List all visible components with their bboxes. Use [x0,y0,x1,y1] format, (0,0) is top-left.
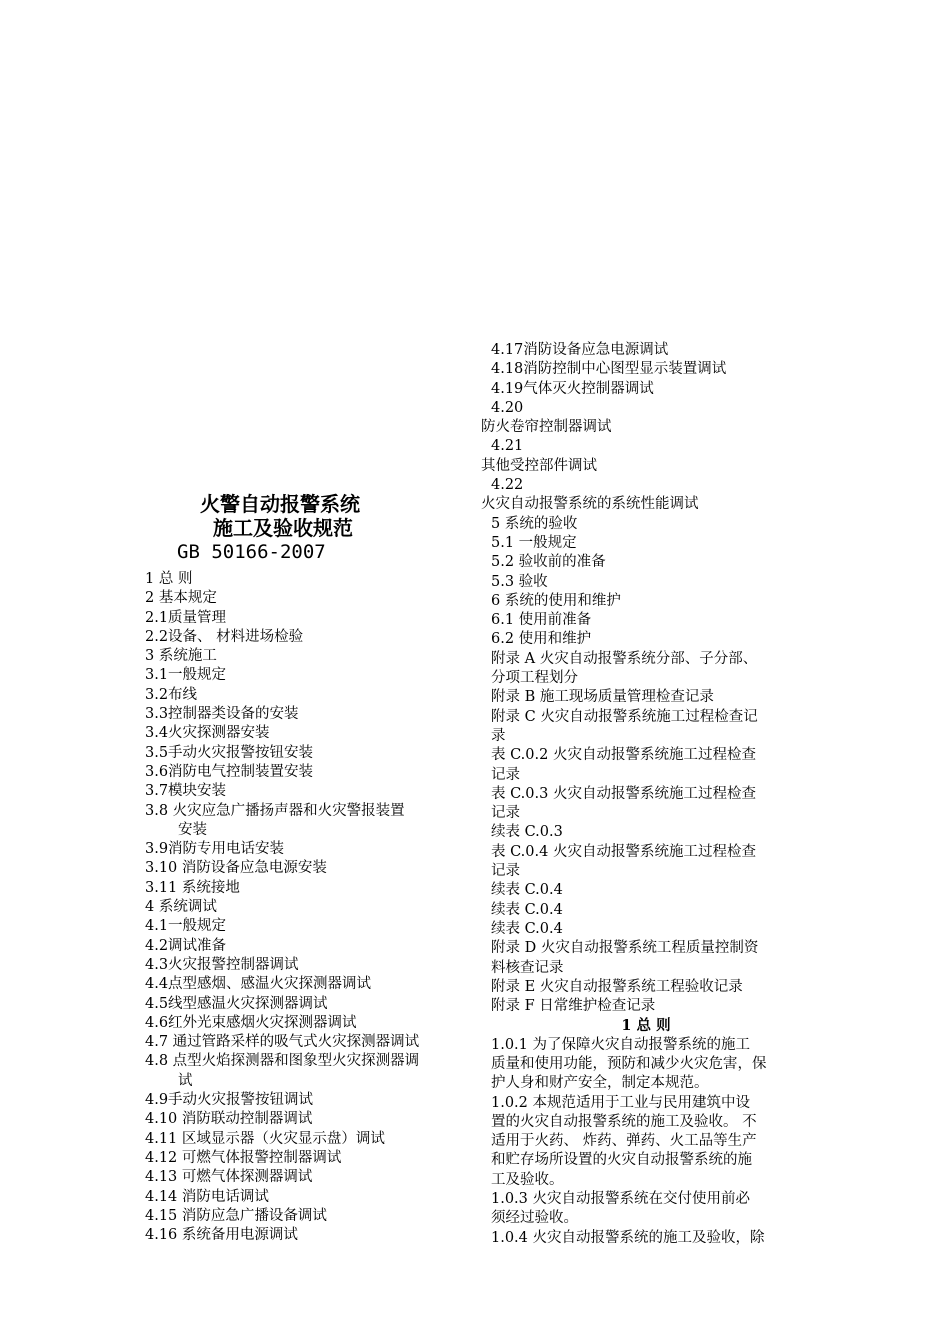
toc-entry: 4.6红外光束感烟火灾探测器调试 [145,1014,357,1031]
toc-entry: 4.15 消防应急广播设备调试 [145,1207,327,1224]
toc-entry: 4.20 [491,399,524,416]
chapter-heading: 1 总 则 [621,1017,671,1035]
toc-entry: 续表 C.0.4 [491,882,563,899]
toc-entry: 表 C.0.3 火灾自动报警系统施工过程检查 [491,785,756,802]
toc-entry: 3.10 消防设备应急电源安装 [145,860,327,877]
toc-entry: 4.4点型感烟、感温火灾探测器调试 [145,976,372,993]
body-text-line: 1.0.1 为了保障火灾自动报警系统的施工 [491,1036,751,1053]
toc-entry: 附录 B 施工现场质量管理检查记录 [491,689,714,706]
toc-entry: 3.11 系统接地 [145,879,240,896]
toc-entry: 4.19气体灭火控制器调试 [491,380,654,397]
toc-entry: 5.1 一般规定 [491,534,577,551]
toc-entry: 3.5手动火灾报警按钮安装 [145,744,314,761]
body-text-line: 1.0.3 火灾自动报警系统在交付使用前必 [491,1191,751,1208]
toc-entry: 其他受控部件调试 [481,457,597,474]
toc-entry: 附录 F 日常维护检查记录 [491,998,656,1015]
toc-entry: 续表 C.0.3 [491,824,563,841]
toc-entry: 3.1一般规定 [145,667,227,684]
toc-entry: 5.3 验收 [491,573,548,590]
toc-entry: 防火卷帘控制器调试 [481,419,612,436]
toc-entry: 火灾自动报警系统的系统性能调试 [481,496,699,513]
toc-entry: 3.3控制器类设备的安装 [145,706,299,723]
toc-entry: 4.12 可燃气体报警控制器调试 [145,1149,342,1166]
toc-entry: 2 基本规定 [145,590,217,607]
toc-entry: 4.8 点型火焰探测器和图象型火灾探测器调 [145,1053,420,1070]
toc-entry: 附录 A 火灾自动报警系统分部、子分部、 [491,650,758,667]
toc-entry: 4.1一般规定 [145,918,227,935]
toc-entry: 2.2设备、 材料进场检验 [145,628,304,645]
toc-entry: 4.3火灾报警控制器调试 [145,956,299,973]
toc-entry: 6.1 使用前准备 [491,612,592,629]
toc-entry: 4.22 [491,477,524,494]
toc-entry: 4 系统调试 [145,899,217,916]
toc-entry: 4.10 消防联动控制器调试 [145,1111,313,1128]
body-text-line: 置的火灾自动报警系统的施工及验收。 不 [491,1113,757,1130]
toc-entry: 4.18消防控制中心图型显示装置调试 [491,361,727,378]
title-line-2: 施工及验收规范 [213,516,353,540]
toc-entry: 4.17消防设备应急电源调试 [491,342,669,358]
document-title [145,492,475,564]
toc-left-column [145,570,475,1245]
toc-entry: 5.2 验收前的准备 [491,554,606,571]
body-text-line: 护人身和财产安全，制定本规范。 [491,1075,709,1092]
body-text-line: 和贮存场所设置的火灾自动报警系统的施 [491,1152,752,1169]
toc-entry: 续表 C.0.4 [491,920,563,937]
toc-entry: 4.9手动火灾报警按钮调试 [145,1092,314,1109]
toc-entry: 4.13 可燃气体探测器调试 [145,1169,313,1186]
toc-entry: 安装 [178,821,207,838]
toc-entry: 4.16 系统备用电源调试 [145,1227,298,1244]
toc-entry: 记录 [491,805,520,822]
toc-entry: 记录 [491,766,520,783]
toc-entry: 分项工程划分 [491,670,578,687]
toc-entry: 4.11 区域显示器（火灾显示盘）调试 [145,1130,385,1147]
toc-entry: 附录 E 火灾自动报警系统工程验收记录 [491,978,743,995]
toc-entry: 附录 C 火灾自动报警系统施工过程检查记 [491,708,758,725]
toc-entry: 6.2 使用和维护 [491,631,592,648]
toc-entry: 表 C.0.4 火灾自动报警系统施工过程检查 [491,843,756,860]
body-text-line: 适用于火药、 炸药、弹药、火工品等生产 [491,1133,757,1150]
title-line-1: 火警自动报警系统 [200,492,360,516]
body-text-line: 1.0.2 本规范适用于工业与民用建筑中设 [491,1094,751,1111]
toc-entry: 3.6消防电气控制装置安装 [145,763,314,780]
body-text-line: 质量和使用功能，预防和减少火灾危害，保 [491,1055,767,1072]
toc-entry: 3.9消防专用电话安装 [145,841,285,858]
toc-entry: 3.7模块安装 [145,783,227,800]
toc-entry: 表 C.0.2 火灾自动报警系统施工过程检查 [491,747,756,764]
toc-entry: 料核查记录 [491,959,564,976]
toc-entry: 6 系统的使用和维护 [491,592,621,609]
toc-entry: 试 [178,1072,193,1089]
toc-entry: 2.1质量管理 [145,609,227,626]
toc-entry: 3 系统施工 [145,648,217,665]
toc-entry: 4.5线型感温火灾探测器调试 [145,995,328,1012]
toc-entry: 3.2布线 [145,686,198,703]
body-text-line: 1.0.4 火灾自动报警系统的施工及验收，除 [491,1229,765,1246]
body-text-line: 须经过验收。 [491,1210,578,1227]
toc-entry: 4.14 消防电话调试 [145,1188,269,1205]
standard-code: GB 50166-2007 [177,541,326,563]
toc-entry: 1 总 则 [145,571,193,587]
toc-entry: 4.21 [491,438,524,455]
toc-entry: 附录 D 火灾自动报警系统工程质量控制资 [491,940,759,957]
toc-entry: 3.4火灾探测器安装 [145,725,270,742]
toc-entry: 4.7 通过管路采样的吸气式火灾探测器调试 [145,1034,420,1051]
toc-entry: 4.2调试准备 [145,937,227,954]
toc-right-column [481,341,811,1248]
toc-entry: 续表 C.0.4 [491,901,563,918]
body-text-line: 工及验收。 [491,1171,564,1188]
toc-entry: 3.8 火灾应急广播扬声器和火灾警报装置 [145,802,405,819]
toc-entry: 记录 [491,863,520,880]
toc-entry: 5 系统的验收 [491,515,578,532]
toc-entry: 录 [491,727,506,744]
